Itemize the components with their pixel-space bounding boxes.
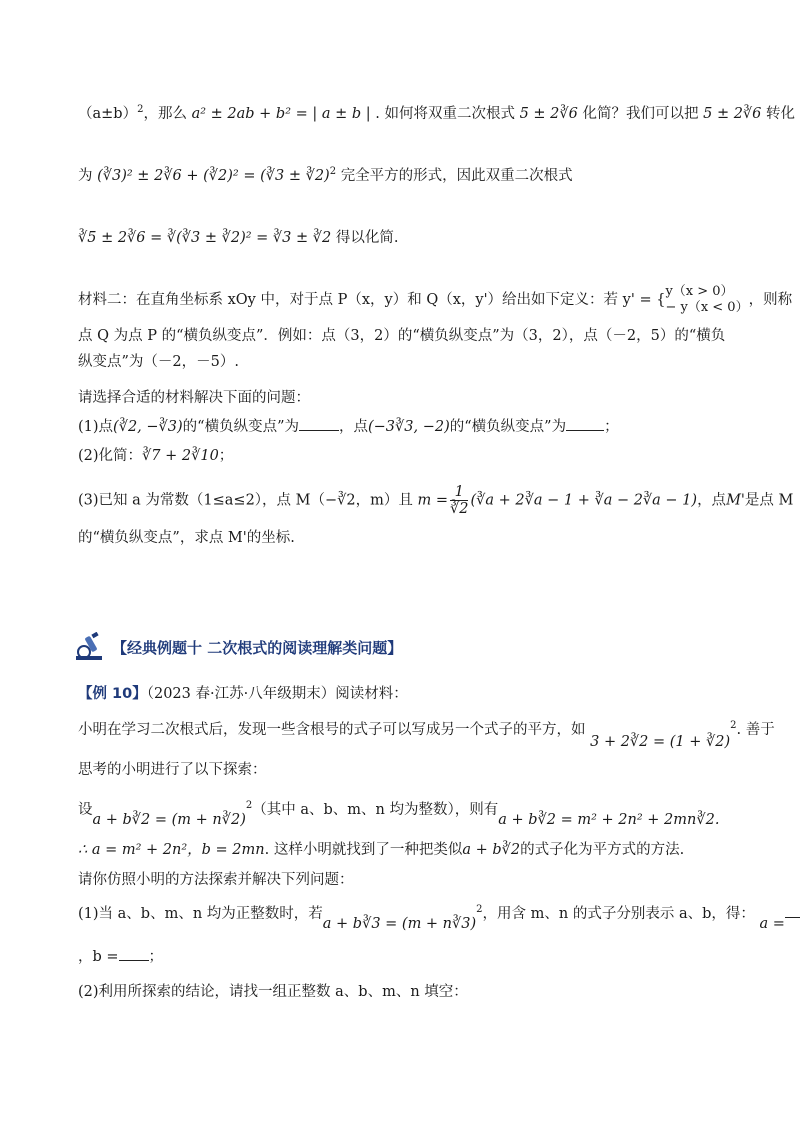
material-one-line-2: 为 (∛3)² ± 2∛6 + (∛2)² = (∛3 ± ∛2)$^2$ 完全平方的形式，因此双重二次根式 [78, 166, 573, 184]
answer-blank-1[interactable] [299, 416, 339, 431]
question-3-line-2: 的“横负纵变点”，求点 M'的坐标. [78, 530, 295, 546]
problems-intro: 请选择合适的材料解决下面的问题： [78, 390, 310, 406]
formula-complete-square: (∛3)² ± 2∛6 + (∛2)² = (∛3 ± ∛2) [97, 167, 330, 184]
answer-blank-2[interactable] [566, 416, 604, 431]
answer-blank-b[interactable] [119, 946, 149, 961]
example-para-1: 小明在学习二次根式后，发现一些含根号的式子可以写成另一个式子的平方，如 3 + 2∛2 = (1 + ∛2)$^2$. 善于 [78, 720, 775, 750]
example-question-1-line-2: ，b = ； [78, 946, 163, 967]
microscope-icon [74, 632, 108, 662]
question-1: (1)点(∛2, −∛3)的“横负纵变点”为 ，点(−3∛3, −2)的“横负纵变点”为 ； [78, 416, 619, 437]
example-question-1: (1)当 a、b、m、n 均为正整数时，若a + b∛3 = (m + n∛3)$^2$，用含 m、n 的式子分别表示 a、b，得： a = [78, 900, 800, 924]
example-para-2: 思考的小明进行了以下探索： [78, 762, 267, 778]
answer-blank-a[interactable] [785, 903, 800, 918]
material-two-line-2: 点 Q 为点 P 的“横负纵变点”．例如：点（3，2）的“横负纵变点”为（3，2），点（－2，5）的“横负 [78, 328, 726, 344]
material-two-line-3: 纵变点”为（－2，－5）. [78, 354, 239, 370]
piecewise-cases: y（x > 0） − y（x < 0） [665, 284, 749, 315]
example-para-3: 设a + b∛2 = (m + n∛2)$^2$（其中 a、b、m、n 均为整数），则有a + b∛2 = m² + 2n² + 2mn∛2. [78, 800, 720, 828]
material-one-line-1: $(a\pm b)^2$，那么 a² ± 2ab + b² = | a ± b | . 如何将双重二次根式 5 ± 2∛6 化简？我们可以把 5 ± 2∛6 转化 [78, 104, 796, 122]
formula-simplified: ∛5 ± 2∛6 = ∛(∛3 ± ∛2)² = ∛3 ± ∛2 [78, 230, 332, 246]
example-para-4: ∴ a = m² + 2n²，b = 2mn. 这样小明就找到了一种把类似a + b∛2的式子化为平方式的方法. [78, 842, 685, 858]
material-one-line-3: ∛5 ± 2∛6 = ∛(∛3 ± ∛2)² = ∛3 ± ∛2 得以化简. [78, 230, 399, 246]
material-two-line-1: 材料二：在直角坐标系 xOy 中，对于点 P（x，y）和 Q（x，y'）给出如下定义：若 y' = { y（x > 0） − y（x < 0） ，则称 [78, 284, 793, 315]
section-title: 【经典例题十 二次根式的阅读理解类问题】 [74, 630, 402, 664]
example-question-2: (2)利用所探索的结论，请找一组正整数 a、b、m、n 填空： [78, 984, 468, 1000]
question-3: (3)已知 a 为常数（1≤a≤2），点 M（−∛2，m）且 m = $\frac{1}{∛2}$ (∛a + 2∛a − 1 + ∛a − 2∛a − 1)，点M'是点 M [78, 484, 794, 517]
question-2: (2)化简：∛7 + 2∛10； [78, 448, 234, 464]
example-para-5: 请你仿照小明的方法探索并解决下列问题： [78, 872, 354, 888]
formula-double-radical: 5 ± 2∛6 [519, 105, 578, 122]
fraction-one-over-root-two: $\frac{1}{∛2}$ [450, 484, 469, 517]
formula-square-root-identity: a² ± 2ab + b² = | a ± b | [191, 105, 371, 122]
example-header: 【例 10】（2023 春·江苏·八年级期末）阅读材料： [78, 686, 408, 702]
